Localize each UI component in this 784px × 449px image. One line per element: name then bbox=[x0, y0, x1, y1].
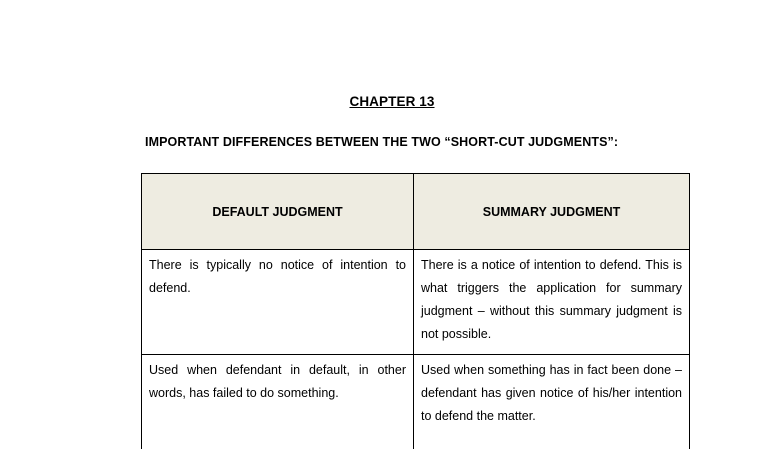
table-row bbox=[142, 250, 690, 355]
table-cell: There is a notice of intention to defend. This is what triggers the application for summary judgment – without this summary judgment is not possible. bbox=[414, 250, 690, 355]
table-cell: Used when something has in fact been done – defendant has given notice of his/her intention to defend the matter. bbox=[414, 355, 690, 449]
column-header-default-judgment: DEFAULT JUDGMENT bbox=[142, 174, 414, 250]
table-cell: Used when defendant in default, in other words, has failed to do something. bbox=[142, 355, 414, 449]
table-row bbox=[142, 355, 690, 449]
table-cell: There is typically no notice of intention to defend. bbox=[142, 250, 414, 355]
column-header-summary-judgment: SUMMARY JUDGMENT bbox=[414, 174, 690, 250]
chapter-title: CHAPTER 13 bbox=[0, 94, 784, 109]
table-header-row bbox=[142, 174, 690, 250]
section-heading: IMPORTANT DIFFERENCES BETWEEN THE TWO “SHORT-CUT JUDGMENTS”: bbox=[145, 135, 618, 149]
comparison-table bbox=[141, 173, 690, 449]
